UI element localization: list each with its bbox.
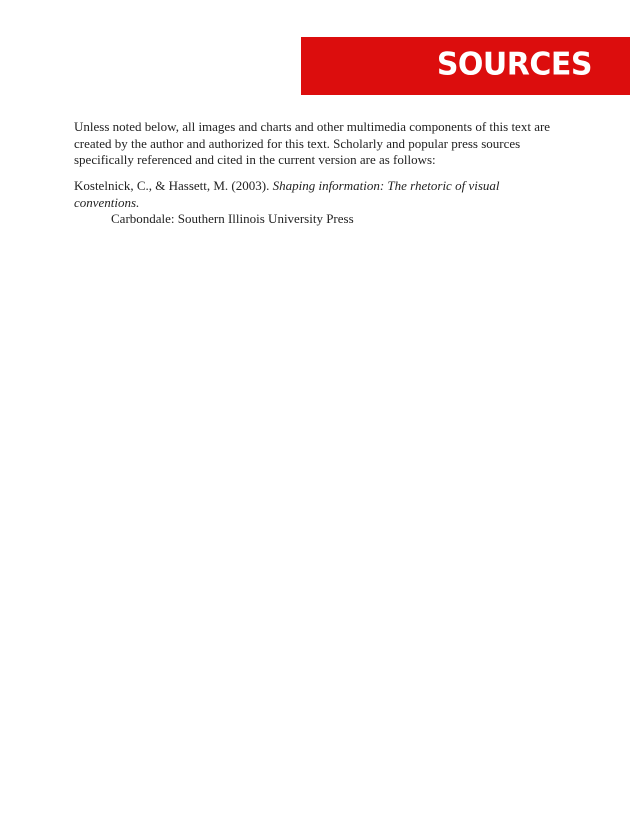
reference-publisher: Carbondale: Southern Illinois University Press <box>111 211 354 226</box>
header-banner <box>301 37 630 95</box>
page-title: SOURCES <box>436 46 592 83</box>
reference-entry <box>74 178 564 228</box>
intro-paragraph: Unless noted below, all images and charts and other multimedia components of this text are created by the author and authorized for this text. Scholarly and popular press sources specifically referenced and cited in the current version are as follows: <box>74 119 551 167</box>
reference-authors-year: Kostelnick, C., & Hassett, M. (2003). <box>74 178 270 193</box>
reference-title: Shaping information: The rhetoric of visual conventions. <box>74 178 500 210</box>
